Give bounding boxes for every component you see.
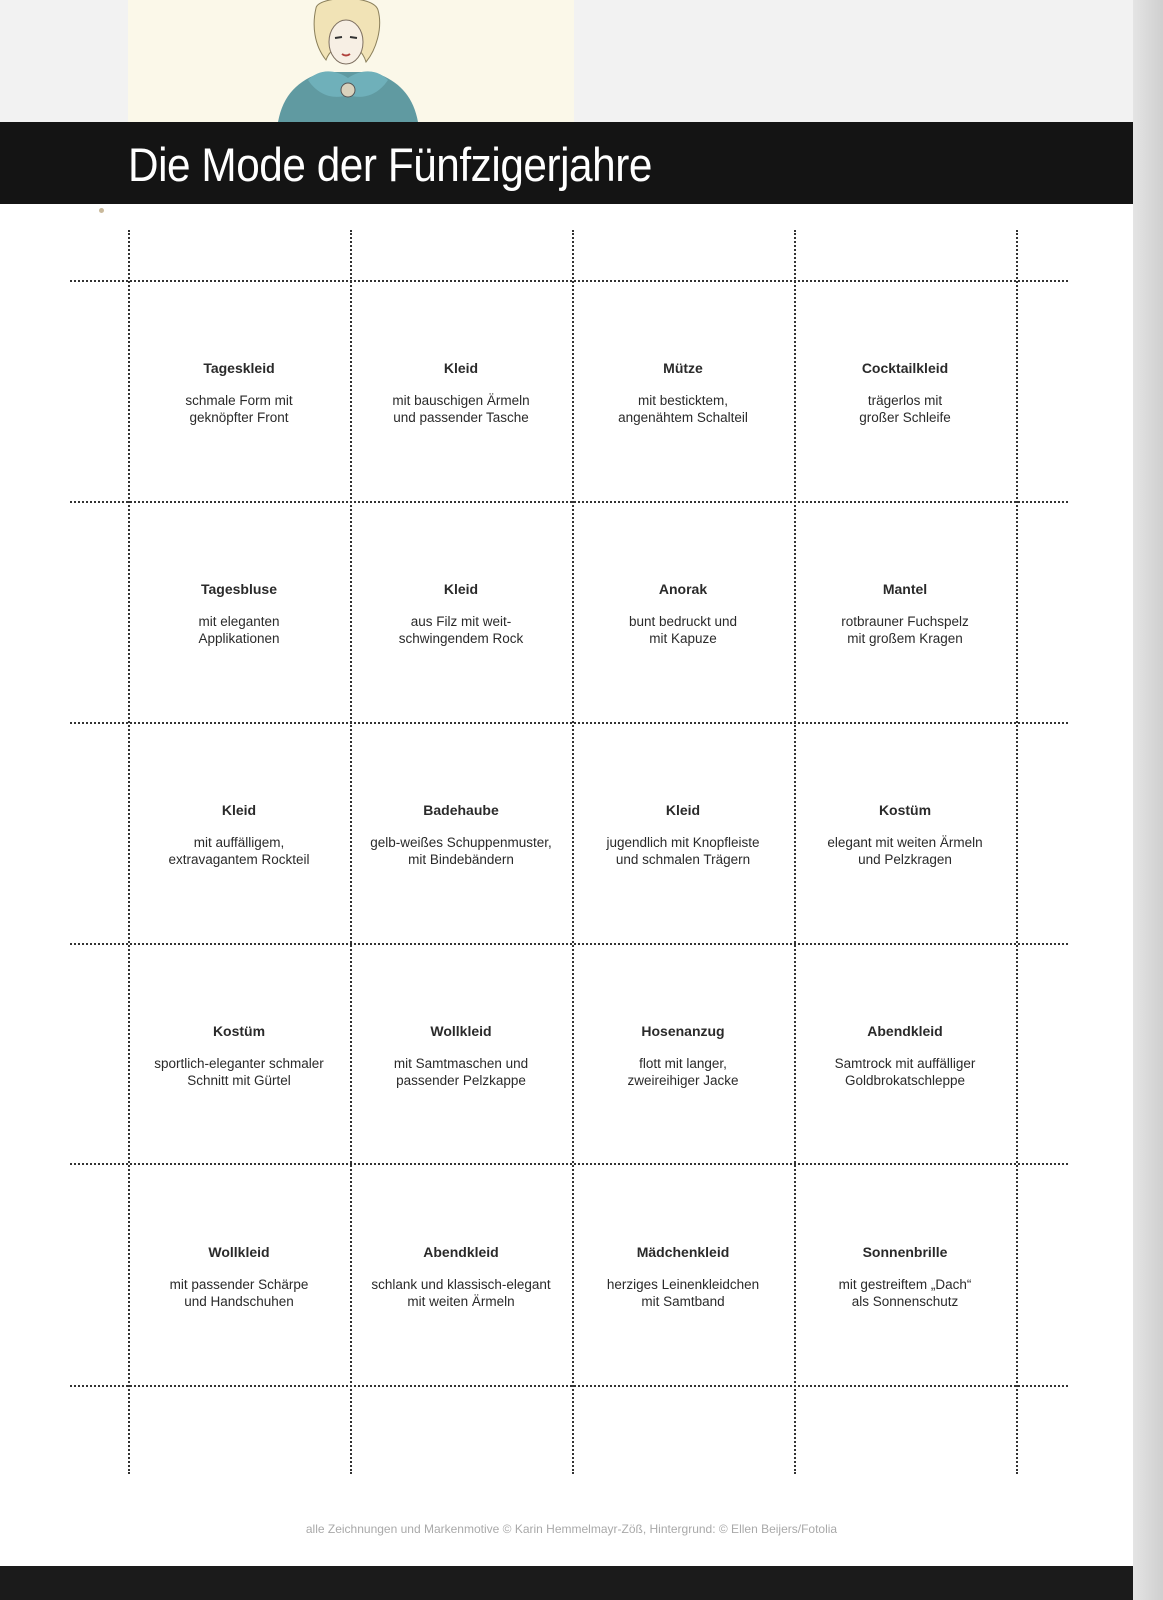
- stamp: [794, 945, 1016, 1171]
- stamp: [350, 724, 572, 950]
- stamp-description: mit passender Schärpe und Handschuhen: [169, 1277, 309, 1309]
- stamp-title: Kleid: [221, 802, 257, 818]
- stamp-title: Kleid: [443, 581, 479, 597]
- stamp-title: Cocktailkleid: [861, 360, 949, 376]
- stamp-title: Kleid: [443, 360, 479, 376]
- stamp: [128, 945, 350, 1171]
- stamp: [572, 724, 794, 950]
- stamp-title: Sonnenbrille: [862, 1244, 948, 1260]
- stamp-title: Mantel: [882, 581, 928, 597]
- stamp-description: mit auffälligem, extravagantem Rockteil: [168, 835, 310, 867]
- stamp-description: trägerlos mit großer Schleife: [859, 393, 951, 425]
- page-edge: [1133, 0, 1163, 1600]
- stamp: [794, 724, 1016, 950]
- stamp-title: Tagesbluse: [201, 581, 277, 597]
- stamp-description: elegant mit weiten Ärmeln und Pelzkragen: [827, 835, 983, 867]
- stamp: [794, 503, 1016, 729]
- stamp-description: mit eleganten Applikationen: [198, 614, 280, 646]
- stamp-description: mit Samtmaschen und passender Pelzkappe: [393, 1056, 529, 1088]
- stamp-description: herziges Leinenkleidchen mit Samtband: [606, 1277, 760, 1309]
- stamp: [128, 1166, 350, 1392]
- stamp-description: schlank und klassisch-elegant mit weiten Ärmeln: [371, 1277, 551, 1309]
- stamp-title: Badehaube: [423, 802, 499, 818]
- stamp: [350, 1166, 572, 1392]
- stamp-title: Tageskleid: [203, 360, 275, 376]
- stamp-description: jugendlich mit Knopfleiste und schmalen Trägern: [606, 835, 760, 867]
- stamp-description: mit gestreiftem „Dach“ als Sonnenschutz: [838, 1277, 972, 1309]
- stamp: [350, 945, 572, 1171]
- stamp: [350, 503, 572, 729]
- stamp-description: Samtrock mit auffälliger Goldbrokatschleppe: [834, 1056, 976, 1088]
- stamp-title: Kleid: [665, 802, 701, 818]
- stamp: [794, 1166, 1016, 1392]
- stamp-description: sportlich-eleganter schmaler Schnitt mit Gürtel: [154, 1056, 324, 1088]
- stamp: [128, 282, 350, 508]
- stamp-title: Wollkleid: [208, 1244, 270, 1260]
- stamp-title: Hosenanzug: [641, 1023, 725, 1039]
- stamp-title: Wollkleid: [430, 1023, 492, 1039]
- stamp: [794, 282, 1016, 508]
- stamp-title: Abendkleid: [423, 1244, 499, 1260]
- stamp-title: Mädchenkleid: [636, 1244, 730, 1260]
- stamp-title: Mütze: [663, 360, 703, 376]
- stamp-title: Anorak: [658, 581, 708, 597]
- stamp: [128, 503, 350, 729]
- stamp: [572, 1166, 794, 1392]
- image-credit: alle Zeichnungen und Markenmotive © Karin Hemmelmayr-Zöß, Hintergrund: © Ellen Beijers/Fotolia: [305, 1522, 838, 1536]
- stamp-title: Kostüm: [212, 1023, 266, 1039]
- stamp-description: mit bauschigen Ärmeln und passender Tasche: [392, 393, 530, 425]
- stamp-description: schmale Form mit geknöpfter Front: [185, 393, 293, 425]
- stamp-description: rotbrauner Fuchspelz mit großem Kragen: [841, 614, 969, 646]
- stamp: [128, 724, 350, 950]
- bottom-bar: [0, 1566, 1133, 1600]
- stamp-title: Kostüm: [878, 802, 932, 818]
- stamp-description: gelb-weißes Schuppenmuster, mit Bindebändern: [370, 835, 552, 867]
- page-title: Die Mode der Fünfzigerjahre: [128, 138, 652, 191]
- stamp: [572, 282, 794, 508]
- stamp-description: bunt bedruckt und mit Kapuze: [628, 614, 738, 646]
- stamp: [350, 282, 572, 508]
- stamp: [572, 503, 794, 729]
- stamp-title: Abendkleid: [867, 1023, 943, 1039]
- stamp-description: aus Filz mit weit- schwingendem Rock: [398, 614, 524, 646]
- stamp-description: mit besticktem, angenähtem Schalteil: [618, 393, 748, 425]
- stamp-description: flott mit langer, zweireihiger Jacke: [627, 1056, 739, 1088]
- stamp: [572, 945, 794, 1171]
- perforation-line: [1016, 230, 1018, 1474]
